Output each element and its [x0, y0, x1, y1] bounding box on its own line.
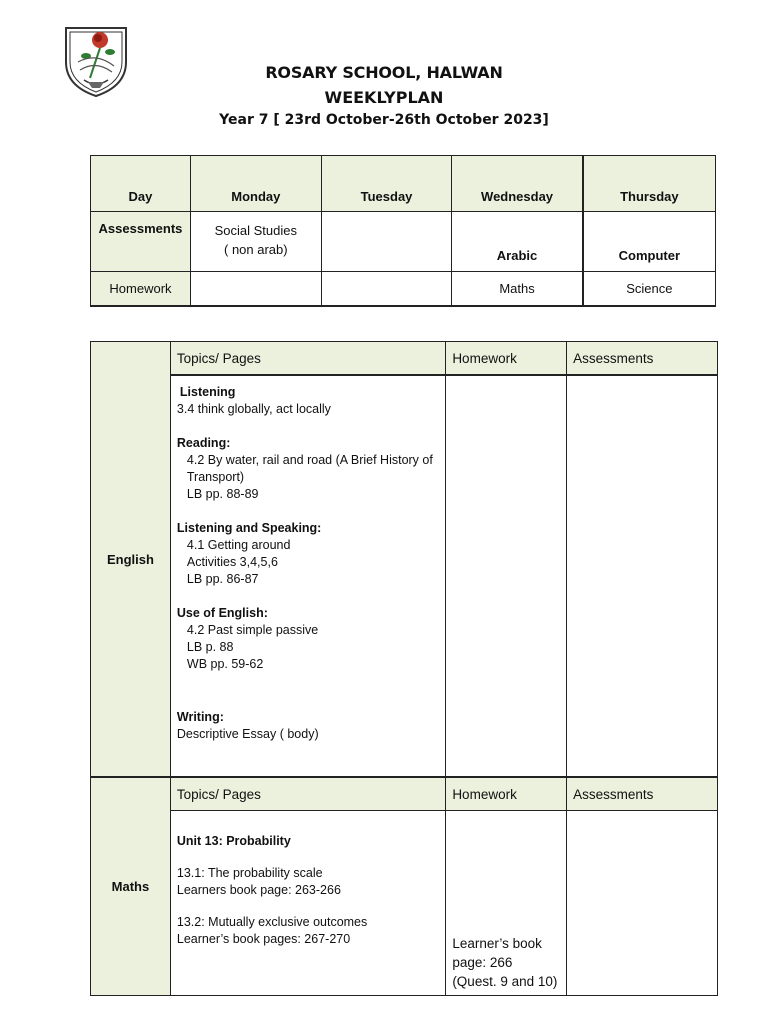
maths-content-row — [91, 811, 718, 996]
english-reading-line: Transport) — [186, 470, 245, 484]
day-header: Day — [91, 156, 191, 212]
maths-topic-2: 13.2: Mutually exclusive outcomes — [176, 915, 368, 929]
maths-unit-title: Unit 13: Probability — [176, 834, 291, 848]
maths-assessments-cell — [567, 811, 718, 996]
maths-topic-2-pages: Learner’s book pages: 267-270 — [176, 932, 351, 946]
homework-thursday: Science — [583, 272, 716, 307]
maths-topics-header: Topics/ Pages — [170, 777, 445, 811]
english-ls-title: Listening and Speaking: — [176, 521, 322, 535]
maths-homework-cell: Learner’s book page: 266 (Quest. 9 and 10) — [446, 811, 567, 996]
english-homework-header: Homework — [446, 342, 567, 376]
day-monday: Monday — [190, 156, 321, 212]
assessment-monday-line1: Social Studies — [214, 223, 297, 238]
english-topics-cell — [170, 375, 445, 777]
assessment-wednesday: Arabic — [452, 212, 583, 272]
schedule-header-row — [91, 156, 716, 212]
maths-header-row — [91, 777, 718, 811]
english-ls-line: 4.1 Getting around — [186, 538, 291, 552]
english-uoe-line: 4.2 Past simple passive — [186, 623, 319, 637]
school-name: ROSARY SCHOOL, HALWAN — [265, 63, 503, 82]
homework-tuesday — [321, 272, 452, 307]
homework-label: Homework — [91, 272, 191, 307]
homework-row — [91, 272, 716, 307]
maths-topic-1: 13.1: The probability scale — [176, 866, 323, 880]
plan-title: WEEKLYPLAN — [324, 88, 444, 107]
english-writing-text: Descriptive Essay ( body) — [176, 727, 319, 741]
maths-homework-header: Homework — [446, 777, 567, 811]
english-ls-line: Activities 3,4,5,6 — [186, 555, 278, 569]
day-wednesday: Wednesday — [452, 156, 583, 212]
assessment-thursday: Computer — [583, 212, 716, 272]
english-content-row — [91, 375, 718, 777]
english-ls-line: LB pp. 86-87 — [186, 572, 259, 586]
english-listening-text: 3.4 think globally, act locally — [176, 402, 331, 416]
week-range: Year 7 [ 23rd October-26th October 2023] — [219, 112, 549, 128]
subject-maths: Maths — [91, 777, 171, 996]
english-listening-title: Listening — [179, 385, 236, 399]
english-topics-header: Topics/ Pages — [170, 342, 445, 376]
english-reading-line: 4.2 By water, rail and road (A Brief History of — [186, 453, 433, 467]
english-assessments-cell — [567, 375, 718, 777]
subject-plan-table — [90, 341, 718, 996]
assessment-monday — [190, 212, 321, 272]
english-uoe-line: WB pp. 59-62 — [186, 657, 264, 671]
day-tuesday: Tuesday — [321, 156, 452, 212]
assessments-row — [91, 212, 716, 272]
maths-topics-cell — [170, 811, 445, 996]
homework-monday — [190, 272, 321, 307]
english-uoe-line: LB p. 88 — [186, 640, 234, 654]
weekly-schedule-table — [90, 155, 716, 307]
school-crest-logo — [60, 22, 132, 98]
assessment-tuesday — [321, 212, 452, 272]
english-reading-line: LB pp. 88-89 — [186, 487, 259, 501]
english-uoe-title: Use of English: — [176, 606, 268, 620]
maths-assessments-header: Assessments — [567, 777, 718, 811]
english-writing-title: Writing: — [176, 710, 224, 724]
english-header-row — [91, 342, 718, 376]
assessment-monday-line2: ( non arab) — [224, 242, 288, 257]
day-thursday: Thursday — [583, 156, 716, 212]
subject-english: English — [91, 342, 171, 778]
english-reading-title: Reading: — [176, 436, 231, 450]
assessments-label: Assessments — [91, 212, 191, 272]
english-assessments-header: Assessments — [567, 342, 718, 376]
maths-topic-1-pages: Learners book page: 263-266 — [176, 883, 341, 897]
homework-wednesday: Maths — [452, 272, 583, 307]
english-homework-cell — [446, 375, 567, 777]
